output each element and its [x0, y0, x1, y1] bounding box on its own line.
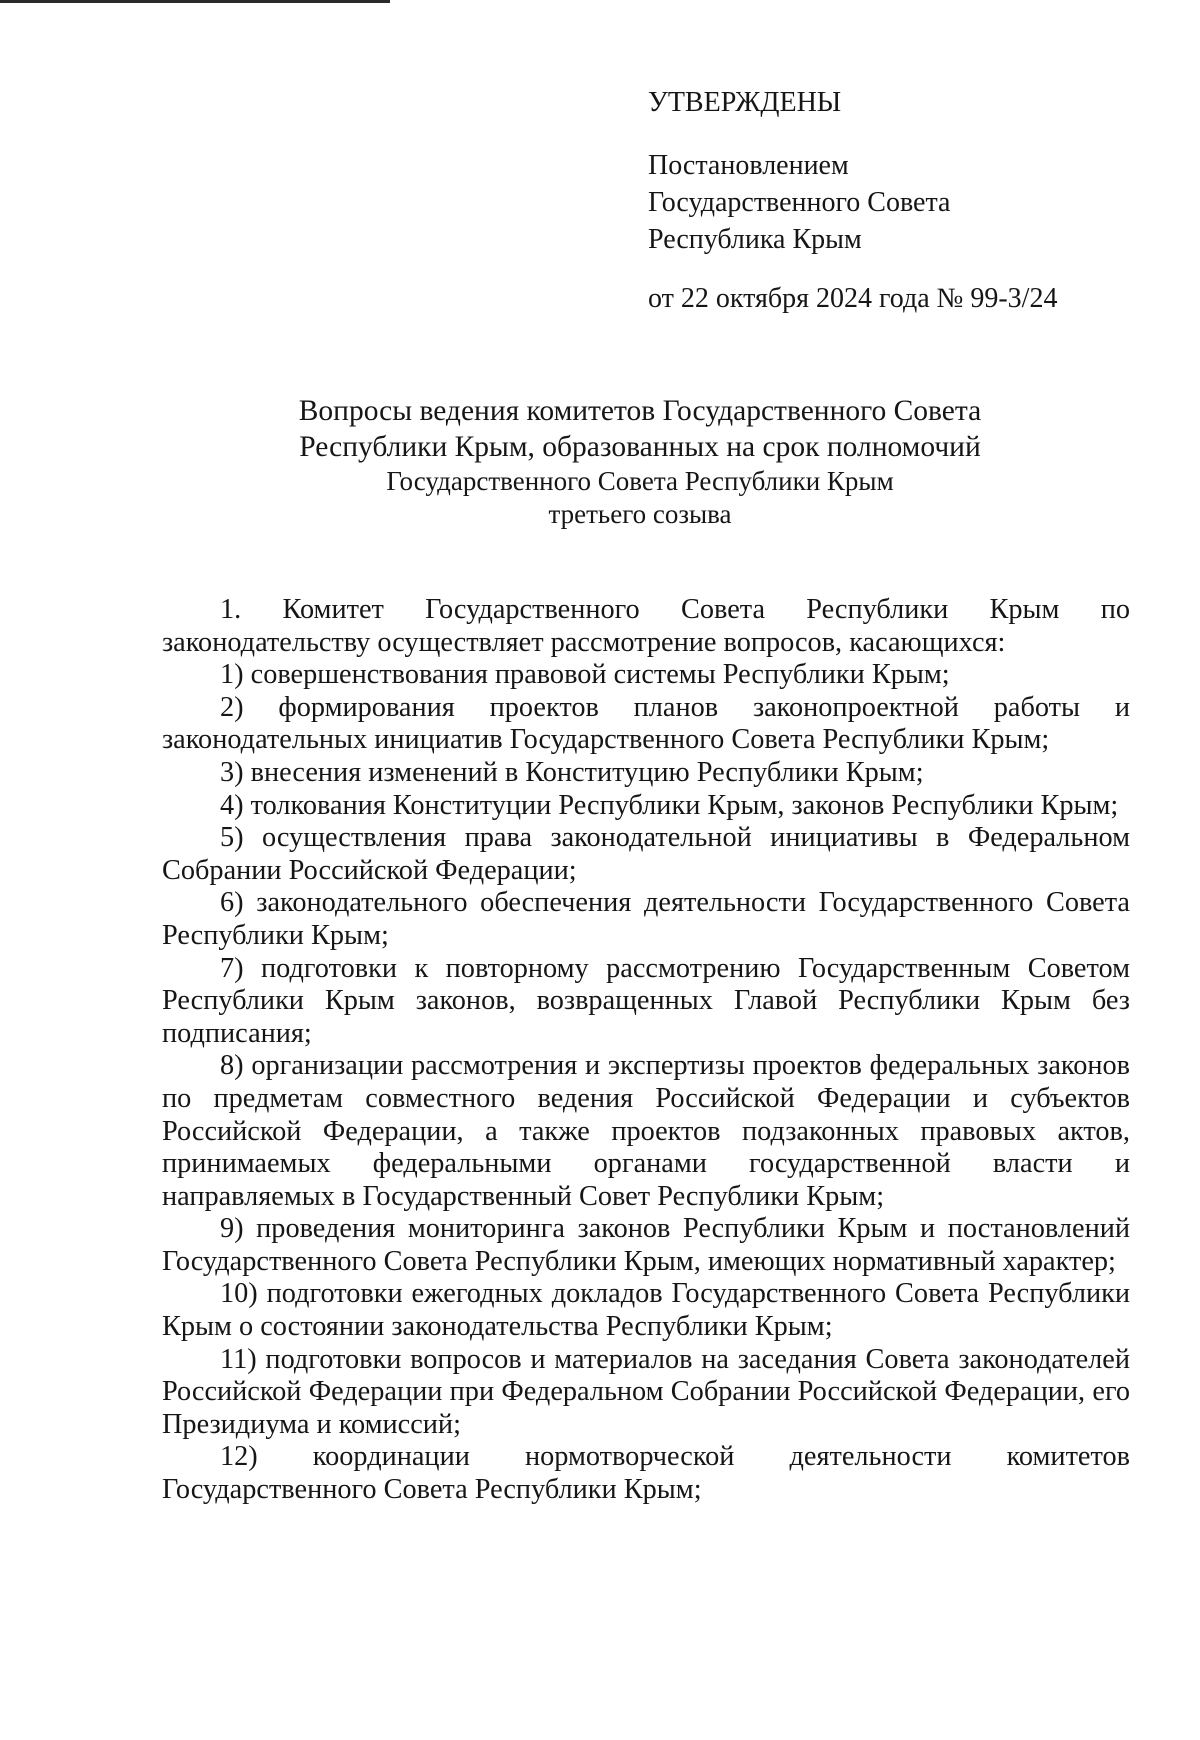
decree-date-number: от 22 октября 2024 года № 99-3/24: [648, 283, 1058, 314]
approval-heading: УТВЕРЖДЕНЫ: [648, 87, 842, 118]
title-line: Государственного Совета Республики Крым: [386, 466, 894, 496]
list-item: 4) толкования Конституции Республики Крым, законов Республики Крым;: [220, 789, 1119, 821]
list-item: 5) осуществления права законодательной инициативы в Федеральном Собрании Российской Федерации;: [162, 822, 1130, 886]
approval-block: [648, 84, 1057, 317]
title-line: третьего созыва: [548, 499, 732, 529]
document-body: [162, 594, 1130, 1507]
list-item: 8) организации рассмотрения и экспертизы проектов федеральных законов по предметам совместного ведения Российской Федерации и субъектов Российской Федерации, а также проектов подзаконных правовых актов, принимаемых федеральными органами государственной власти и направляемых в Государственный Совет Республики Крым;: [162, 1050, 1130, 1212]
list-item: 9) проведения мониторинга законов Республики Крым и постановлений Государственного Совета Республики Крым, имеющих нормативный характер;: [162, 1213, 1130, 1277]
scan-edge-mark: [0, 0, 390, 3]
list-item: 7) подготовки к повторному рассмотрению Государственным Советом Республики Крым законов, возвращенных Главой Республики Крым без подписания;: [162, 952, 1130, 1049]
decree-reference: [648, 147, 1057, 258]
list-item: 10) подготовки ежегодных докладов Государственного Совета Республики Крым о состоянии законодательства Республики Крым;: [162, 1278, 1130, 1343]
title-line: Республики Крым, образованных на срок полномочий: [299, 431, 981, 463]
title-line: Вопросы ведения комитетов Государственного Совета: [298, 395, 982, 427]
document-title: [260, 393, 1020, 531]
list-item: 3) внесения изменений в Конституцию Республики Крым;: [220, 756, 924, 788]
decree-line: Постановлением: [648, 150, 849, 181]
list-item: 2) формирования проектов планов законопроектной работы и законодательных инициатив Государственного Совета Республики Крым;: [162, 691, 1130, 756]
list-item: 6) законодательного обеспечения деятельности Государственного Совета Республики Крым;: [162, 887, 1130, 951]
list-item: 11) подготовки вопросов и материалов на заседания Совета законодателей Российской Федерации при Федеральном Собрании Российской Федерации, его Президиума и комиссий;: [162, 1343, 1130, 1440]
list-item: 1) совершенствования правовой системы Республики Крым;: [220, 659, 950, 691]
list-item: 12) координации нормотворческой деятельности комитетов Государственного Совета Республики Крым;: [162, 1441, 1130, 1506]
section-intro: 1. Комитет Государственного Совета Республики Крым по законодательству осуществляет рассмотрение вопросов, касающихся:: [162, 594, 1130, 658]
decree-line: Республика Крым: [648, 224, 862, 255]
decree-line: Государственного Совета: [648, 187, 951, 218]
